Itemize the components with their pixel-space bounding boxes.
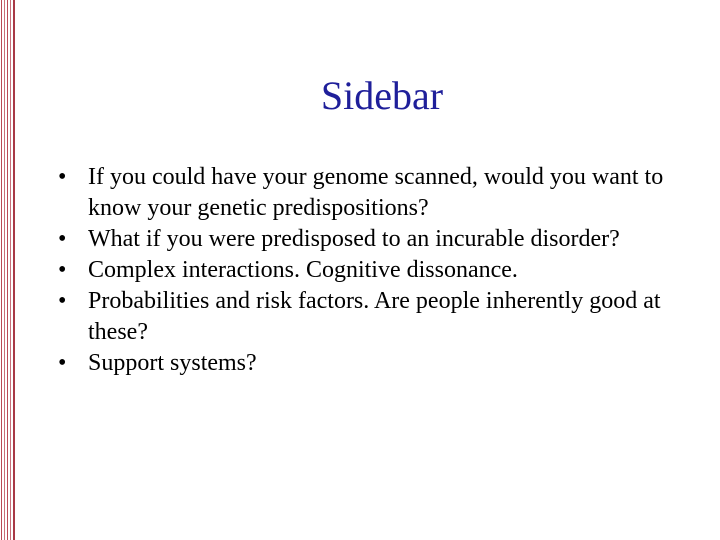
bullet-dot: • [58,164,67,190]
bullet-text: Support systems? [88,350,257,376]
bullet-dot: • [58,350,67,376]
bullet-text: What if you were predisposed to an incurable disorder? [88,226,620,252]
bullet-text: If you could have your genome scanned, would you want to know your genetic predispositions? [88,164,664,221]
bullet-item [58,255,678,286]
bullet-dot: • [58,288,67,314]
slide-title: Sidebar [320,73,444,118]
bullet-item [58,286,678,348]
bullet-dot: • [58,257,67,283]
bullet-item [58,224,678,255]
bullet-text: Complex interactions. Cognitive dissonance. [88,257,518,283]
bullet-dot: • [58,226,67,252]
bullet-item [58,348,678,379]
bullet-list [58,162,678,379]
bullet-text: Probabilities and risk factors. Are people inherently good at these? [88,288,661,345]
bullet-item [58,162,678,224]
